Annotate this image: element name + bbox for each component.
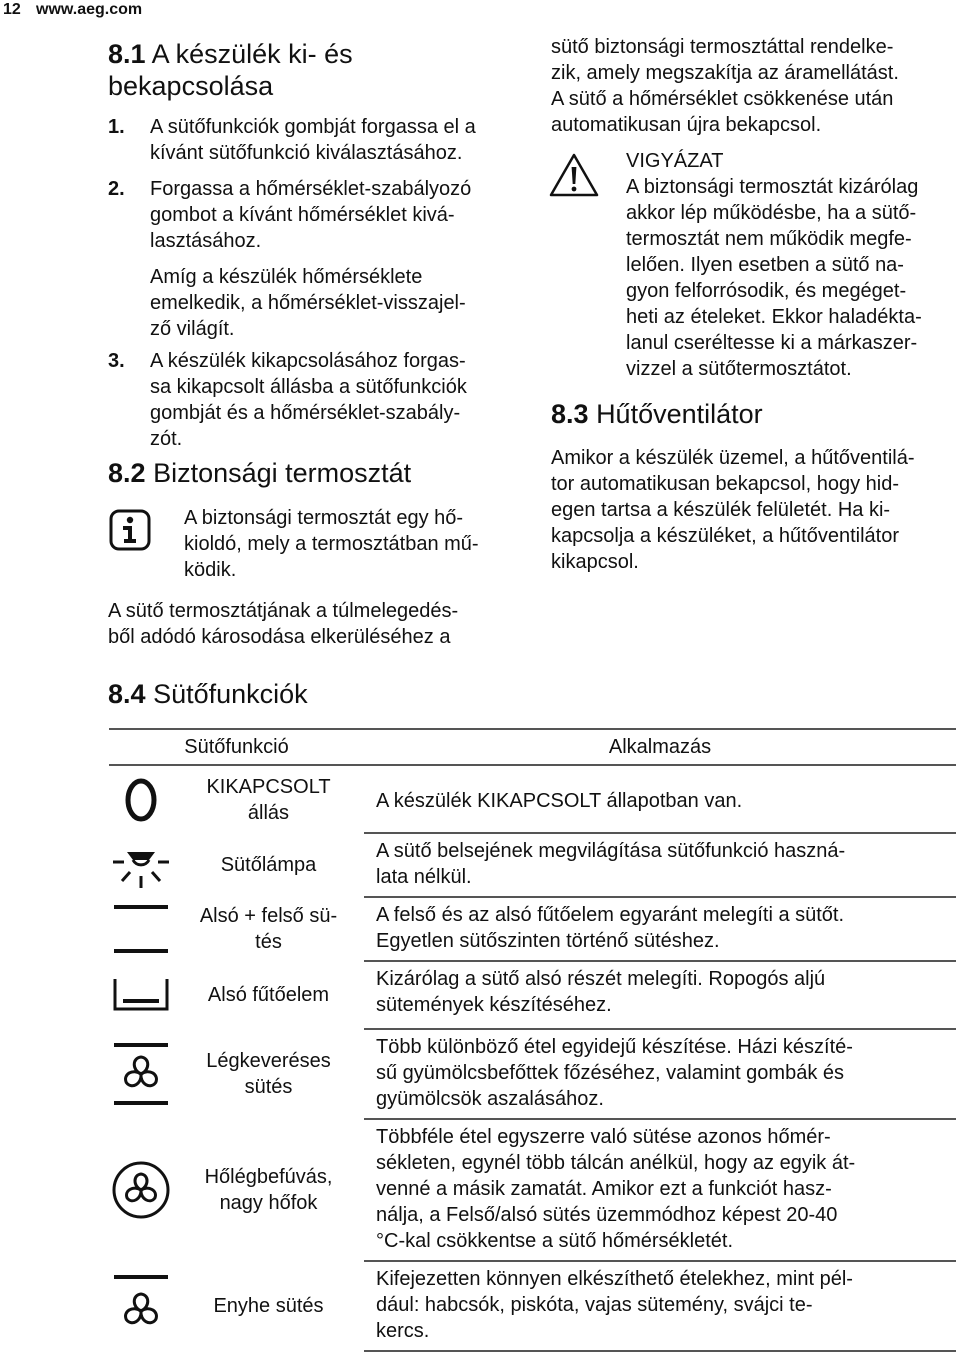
caution-block	[626, 148, 922, 382]
text-line: termosztát nem működik megfe-	[626, 228, 912, 250]
table-header-row	[109, 729, 956, 765]
text-line: nagy hőfok	[219, 1192, 318, 1214]
text-line: venné a másik zamatát. Amikor ezt a funkciót hasz-	[376, 1178, 832, 1200]
section-8-2-paragraph	[108, 598, 458, 650]
function-application	[364, 1119, 956, 1261]
function-application	[364, 1261, 956, 1351]
heading-text: Biztonsági termosztát	[153, 458, 412, 488]
heading-text: Hűtőventilátor	[596, 399, 763, 429]
page-number: 12	[3, 1, 21, 18]
text-line: sű gyümölcsbefőttek főzéséhez, valamint gombák és	[376, 1062, 845, 1084]
section-number: 8.3	[551, 399, 589, 429]
hot-air-icon	[109, 1119, 173, 1261]
text-line: nálja, a Felső/alsó sütés üzemmódhoz képest 20-40	[376, 1204, 838, 1226]
text-line: tor automatikusan bekapcsol, hogy hid-	[551, 473, 899, 495]
text-line: A felső és az alsó fűtőelem egyaránt melegíti a sütőt.	[376, 904, 845, 926]
text-line: zik, amely megszakítja az áramellátást.	[551, 62, 899, 84]
text-line: Kizárólag a sütő alsó részét melegíti. Ropogós aljú	[376, 968, 826, 990]
function-application	[364, 833, 956, 897]
step-note	[150, 264, 528, 342]
oven-lamp-icon	[109, 833, 173, 897]
step-item	[108, 348, 528, 452]
section-number: 8.4	[108, 679, 146, 709]
right-column-paragraph	[551, 34, 899, 138]
function-application	[364, 961, 956, 1029]
text-line: Több különböző étel egyidejű készítése. Házi készíté-	[376, 1036, 853, 1058]
function-application	[364, 1029, 956, 1119]
text-line: ködik.	[184, 559, 237, 581]
text-line: sütés	[244, 1076, 293, 1098]
text-line: vizzel a sütőtermosztátot.	[626, 358, 852, 380]
text-line: Kifejezetten könnyen elkészíthető ételekhez, mint pél-	[376, 1268, 853, 1290]
section-8-3-heading	[551, 398, 763, 430]
text-line: °C-kal csökkentse a sütő hőmérsékletét.	[376, 1230, 734, 1252]
heading-line: A készülék ki- és	[151, 39, 353, 69]
function-name	[173, 1261, 364, 1351]
table-row	[109, 833, 956, 897]
function-name	[173, 833, 364, 897]
text-line: gombot a kívánt hőmérséklet kivá-	[150, 204, 455, 226]
steps-list	[108, 114, 528, 452]
text-line: A sütő belsejének megvilágítása sütőfunkció haszná-	[376, 840, 846, 862]
section-8-4-heading	[108, 678, 308, 710]
off-zero-icon	[109, 765, 173, 833]
function-name	[173, 897, 364, 961]
text-line: egen tartsa a készülék felületét. Ha ki-	[551, 499, 891, 521]
caution-title: VIGYÁZAT	[626, 150, 724, 172]
text-line: ből adódó károsodása elkerüléséhez a	[108, 626, 451, 648]
text-line: sütemények készítéséhez.	[376, 994, 612, 1016]
table-row	[109, 1261, 956, 1351]
text-line: lasztásához.	[150, 230, 262, 252]
text-line: sékleten, egynél több tálcán anélkül, hogy az egyik át-	[376, 1152, 856, 1174]
text-line: Többféle étel egyszerre való sütése azonos hőmér-	[376, 1126, 831, 1148]
fan-bake-icon	[109, 1029, 173, 1119]
text-line: A készülék kikapcsolásához forgas-	[150, 350, 466, 372]
text-line: automatikusan újra bekapcsol.	[551, 114, 822, 136]
text-line: A készülék KIKAPCSOLT állapotban van.	[376, 790, 743, 812]
text-line: Egyetlen sütőszinten történő sütéshez.	[376, 930, 720, 952]
text-line: kikapcsol.	[551, 551, 639, 573]
section-8-2-heading	[108, 457, 411, 489]
text-line: emelkedik, a hőmérséklet-visszajel-	[150, 292, 466, 314]
text-line: akkor lép működésbe, ha a sütő-	[626, 202, 917, 224]
function-application	[364, 765, 956, 833]
info-text	[184, 505, 479, 583]
function-name	[173, 961, 364, 1029]
oven-functions-table	[109, 728, 956, 1352]
step-number: 3.	[108, 350, 125, 372]
text-line: A sütő termosztátjának a túlmelegedés-	[108, 600, 459, 622]
function-name	[173, 765, 364, 833]
step-item	[108, 114, 528, 166]
table-row	[109, 1029, 956, 1119]
text-line: Enyhe sütés	[213, 1295, 324, 1317]
text-line: Légkeveréses	[206, 1050, 331, 1072]
step-number: 1.	[108, 116, 125, 138]
text-line: kapcsolja a készüléket, a hűtőventilátor	[551, 525, 899, 547]
text-line: kioldó, mely a termosztátban mű-	[184, 533, 479, 555]
text-line: heti az ételeket. Ekkor haladékta-	[626, 306, 922, 328]
text-line: gyümölcsök aszalásához.	[376, 1088, 604, 1110]
function-name	[173, 1029, 364, 1119]
text-line: tés	[255, 931, 282, 953]
step-item	[108, 176, 528, 342]
text-line: állás	[247, 801, 290, 824]
text-line: kívánt sütőfunkció kiválasztásához.	[150, 142, 463, 164]
text-line: ző világít.	[150, 318, 235, 340]
heading-line: bekapcsolása	[108, 71, 274, 101]
top-bottom-heat-icon	[109, 897, 173, 961]
table-row	[109, 765, 956, 833]
column-header-function: Sütőfunkció	[109, 729, 364, 765]
text-line: Sütőlámpa	[220, 854, 317, 876]
text-line: Amikor a készülék üzemel, a hűtőventilá-	[551, 447, 915, 469]
header-url: www.aeg.com	[36, 1, 143, 18]
text-line: gombját és a hőmérséklet-szabály-	[150, 402, 461, 424]
text-line: lelően. Ilyen esetben a sütő na-	[626, 254, 904, 276]
text-line: Amíg a készülék hőmérséklete	[150, 266, 423, 288]
text-line: dául: habcsók, piskóta, vajas sütemény, svájci te-	[376, 1294, 813, 1316]
section-8-3-paragraph	[551, 445, 915, 575]
section-number: 8.1	[108, 39, 146, 69]
text-line: A sütő a hőmérséklet csökkenése után	[551, 88, 894, 110]
gentle-bake-icon	[109, 1261, 173, 1351]
text-line: A biztonsági termosztát kizárólag	[626, 176, 919, 198]
info-icon	[108, 508, 152, 557]
text-line: KIKAPCSOLT	[206, 775, 331, 798]
step-number: 2.	[108, 178, 125, 200]
text-line: Hőlégbefúvás,	[204, 1166, 333, 1188]
table-row	[109, 897, 956, 961]
heading-text: Sütőfunkciók	[153, 679, 308, 709]
text-line: Forgassa a hőmérséklet-szabályozó	[150, 178, 472, 200]
text-line: sa kikapcsolt állásba a sütőfunkciók	[150, 376, 467, 398]
table-row	[109, 1119, 956, 1261]
function-name	[173, 1119, 364, 1261]
text-line: sütő biztonsági termosztáttal rendelke-	[551, 36, 894, 58]
text-line: Alsó fűtőelem	[207, 984, 330, 1006]
text-line: lata nélkül.	[376, 866, 472, 888]
column-header-application: Alkalmazás	[364, 729, 956, 765]
text-line: zót.	[150, 428, 183, 450]
warning-triangle-icon	[548, 152, 600, 203]
text-line: gyon felforrósodik, és megéget-	[626, 280, 907, 302]
section-number: 8.2	[108, 458, 146, 488]
function-application	[364, 897, 956, 961]
bottom-heat-icon	[109, 961, 173, 1029]
text-line: A sütőfunkciók gombját forgassa el a	[150, 116, 476, 138]
text-line: Alsó + felső sü-	[199, 905, 338, 927]
table-row	[109, 961, 956, 1029]
section-8-1-heading	[108, 38, 353, 102]
text-line: kercs.	[376, 1320, 430, 1342]
text-line: A biztonsági termosztát egy hő-	[184, 507, 464, 529]
text-line: lanul cseréltesse ki a márkaszer-	[626, 332, 918, 354]
